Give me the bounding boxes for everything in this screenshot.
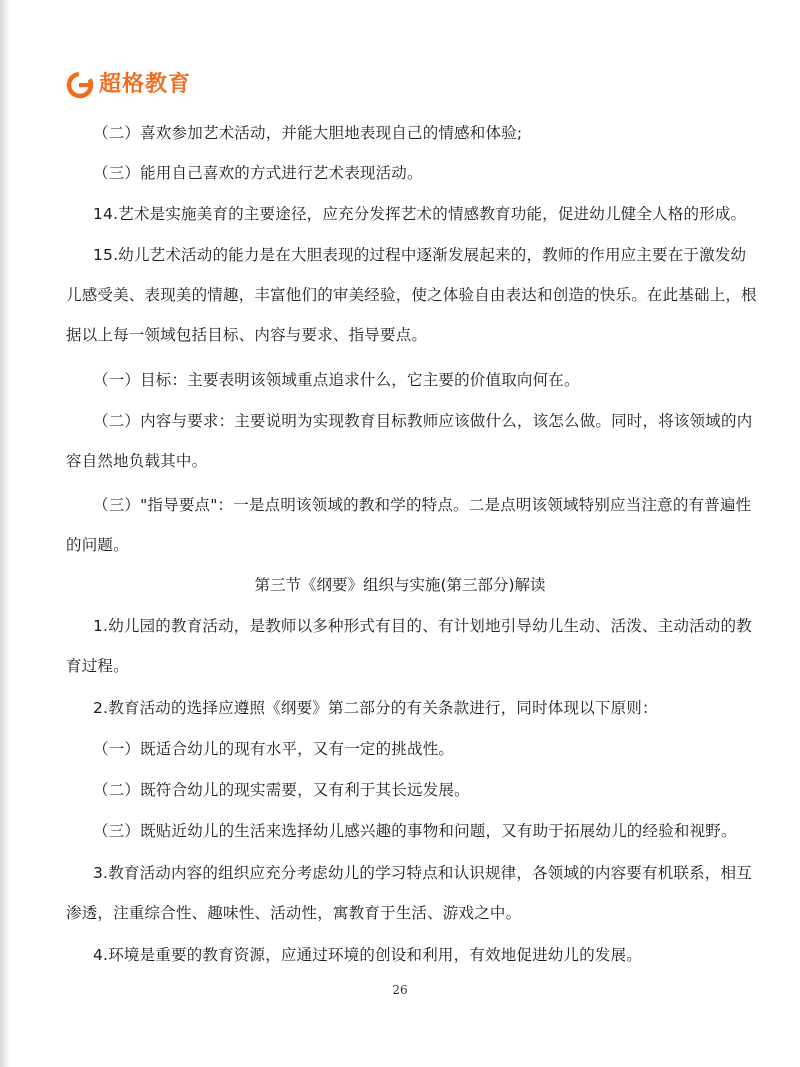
paragraph-line: （一）既适合幼儿的现有水平，又有一定的挑战性。 (93, 740, 455, 758)
paragraph-line: 15.幼儿艺术活动的能力是在大胆表现的过程中逐渐发展起来的，教师的作用应主要在于激发幼 (93, 246, 747, 264)
paragraph-line: （二）喜欢参加艺术活动，并能大胆地表现自己的情感和体验; (93, 124, 523, 142)
paragraph-line: （三）"指导要点"：一是点明该领域的教和学的特点。二是点明该领域特别应当注意的有普遍性 (93, 496, 752, 514)
paragraph-line: 4.环境是重要的教育资源，应通过环境的创设和利用，有效地促进幼儿的发展。 (93, 946, 642, 964)
paragraph-line: 据以上每一领域包括目标、内容与要求、指导要点。 (66, 326, 428, 344)
paragraph-line: 3.教育活动内容的组织应充分考虑幼儿的学习特点和认识规律，各领域的内容要有机联系，相互 (93, 864, 752, 882)
paragraph-line: （一）目标：主要表明该领域重点追求什么，它主要的价值取向何在。 (93, 371, 580, 389)
paragraph-line: 的问题。 (66, 536, 129, 554)
page-number: 26 (392, 983, 408, 997)
paragraph-line: 渗透，注重综合性、趣味性、活动性，寓教育于生活、游戏之中。 (66, 904, 522, 922)
paragraph-line: 容自然地负载其中。 (66, 452, 208, 470)
paragraph-line: 1.幼儿园的教育活动，是教师以多种形式有目的、有计划地引导幼儿生动、活泼、主动活动的教 (93, 617, 752, 635)
paragraph-line: 儿感受美、表现美的情趣，丰富他们的审美经验，使之体验自由表达和创造的快乐。在此基础上，根 (66, 286, 757, 304)
page-edge-shadow (0, 0, 10, 1067)
logo-g-icon (66, 71, 94, 99)
paragraph-line: （二）既符合幼儿的现实需要，又有利于其长远发展。 (93, 781, 470, 799)
brand-logo (66, 70, 191, 100)
paragraph-line: 2.教育活动的选择应遵照《纲要》第二部分的有关条款进行，同时体现以下原则： (93, 699, 658, 717)
paragraph-line: 育过程。 (66, 657, 129, 675)
paragraph-line: 14.艺术是实施美育的主要途径，应充分发挥艺术的情感教育功能，促进幼儿健全人格的形成。 (93, 205, 747, 223)
logo-text: 超格教育 (99, 72, 192, 97)
paragraph-line: （二）内容与要求：主要说明为实现教育目标教师应该做什么，该怎么做。同时，将该领域的内 (93, 412, 753, 430)
paragraph-line: （三）能用自己喜欢的方式进行艺术表现活动。 (93, 164, 423, 182)
paragraph-line: （三）既贴近幼儿的生活来选择幼儿感兴趣的事物和问题，又有助于拓展幼儿的经验和视野。 (93, 822, 737, 840)
section-title: 第三节《纲要》组织与实施(第三部分)解读 (254, 576, 546, 594)
